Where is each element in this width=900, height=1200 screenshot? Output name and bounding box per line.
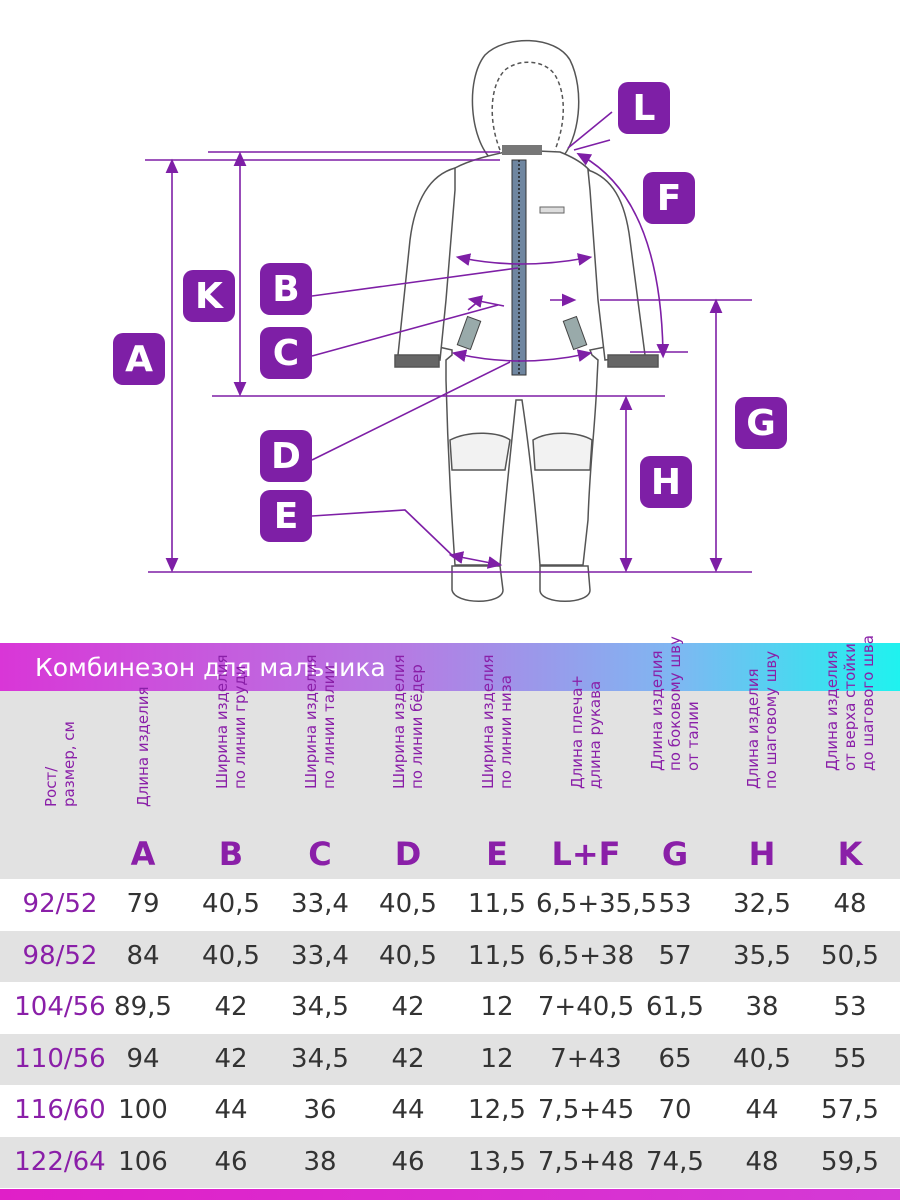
value-cell: 57,5 [821,1095,879,1125]
value-cell: 74,5 [646,1146,704,1177]
table-title: Комбинезон для мальчика [35,653,386,682]
measure-label-c: C [260,327,312,379]
value-cell: 79 [126,889,160,919]
header-cell [457,654,537,879]
header-label: Длина изделия по боковому шву от талии [648,636,702,771]
value-cell: 70 [658,1095,692,1125]
size-cell: 116/60 [14,1095,106,1125]
value-cell: 6,5+35,5 [536,889,658,919]
measure-label-e: E [260,490,312,542]
value-cell: 55 [833,1043,867,1074]
table-row [0,1137,900,1189]
value-cell: 40,5 [379,940,437,971]
value-cell: 11,5 [468,889,526,919]
header-letter: G [661,835,689,873]
measure-label-a: A [113,333,165,385]
header-cell [635,636,715,879]
header-cell [186,654,276,879]
value-cell: 13,5 [468,1146,526,1177]
table-row [0,1034,900,1086]
value-cell: 34,5 [291,992,349,1022]
value-cell: 32,5 [733,889,791,919]
value-cell: 53 [833,992,867,1022]
header-letter: H [748,835,776,873]
table-row [0,982,900,1034]
value-cell: 33,4 [291,889,349,919]
value-cell: 84 [126,940,160,971]
table-row [0,931,900,983]
header-letter: B [218,835,244,873]
value-cell: 48 [833,889,867,919]
measure-label-h: H [640,456,692,508]
value-cell: 44 [391,1095,425,1125]
value-cell: 44 [214,1095,248,1125]
value-cell: 46 [214,1146,248,1177]
value-cell: 35,5 [733,940,791,971]
value-cell: 59,5 [821,1146,879,1177]
measure-label-g: G [735,397,787,449]
header-letter: E [486,835,508,873]
size-cell: 122/64 [14,1146,106,1177]
header-label: Длина изделия по шаговому шву [744,650,780,789]
value-cell: 6,5+38 [537,940,635,971]
value-cell: 46 [391,1146,425,1177]
value-cell: 11,5 [468,940,526,971]
value-cell: 33,4 [291,940,349,971]
header-label: Ширина изделия по линии низа [479,654,515,789]
header-cell [536,674,636,879]
measure-label-d: D [260,430,312,482]
value-cell: 7+40,5 [537,992,635,1022]
value-cell: 12 [480,992,514,1022]
value-cell: 42 [214,1043,248,1074]
value-cell: 106 [118,1146,168,1177]
header-label: Длина плеча+ длина рукава [568,674,604,789]
value-cell: 7,5+45 [537,1095,635,1125]
value-cell: 42 [391,1043,425,1074]
header-label: Длина изделия от верха стойки до шагового шва [823,635,877,771]
measure-label-k: K [183,270,235,322]
header-cell [10,691,110,879]
header-label: Рост/ размер, см [42,721,78,807]
value-cell: 40,5 [202,889,260,919]
table-row [0,879,900,931]
value-cell: 50,5 [821,940,879,971]
size-cell: 104/56 [14,992,106,1022]
value-cell: 7,5+48 [537,1146,635,1177]
header-letter: C [308,835,332,873]
value-cell: 42 [391,992,425,1022]
header-label: Длина изделия [134,686,152,807]
size-cell: 110/56 [14,1043,106,1074]
header-cell [805,635,895,879]
measure-label-f: F [643,172,695,224]
value-cell: 89,5 [114,992,172,1022]
header-label: Ширина изделия по линии груди [213,654,249,789]
header-cell [717,650,807,879]
header-cell [275,654,365,879]
header-cell [103,686,183,879]
bottom-accent-bar [0,1189,900,1200]
value-cell: 40,5 [202,940,260,971]
value-cell: 12,5 [468,1095,526,1125]
value-cell: 40,5 [379,889,437,919]
value-cell: 40,5 [733,1043,791,1074]
value-cell: 38 [303,1146,337,1177]
value-cell: 65 [658,1043,692,1074]
value-cell: 12 [480,1043,514,1074]
table-body [0,879,900,1188]
measure-label-l: L [618,82,670,134]
value-cell: 61,5 [646,992,704,1022]
value-cell: 48 [745,1146,779,1177]
header-label: Ширина изделия по линии бёдер [390,654,426,789]
table-row [0,1085,900,1137]
value-cell: 42 [214,992,248,1022]
measure-label-b: B [260,263,312,315]
value-cell: 36 [303,1095,337,1125]
value-cell: 7+43 [550,1043,622,1074]
value-cell: 44 [745,1095,779,1125]
header-letter: L+F [551,835,621,873]
header-cell [363,654,453,879]
header-label: Ширина изделия по линии талии [302,654,338,789]
header-letter: A [130,835,156,873]
header-letter: K [837,835,863,873]
size-cell: 92/52 [22,889,98,919]
size-cell: 98/52 [22,940,98,971]
value-cell: 53 [658,889,692,919]
value-cell: 38 [745,992,779,1022]
value-cell: 94 [126,1043,160,1074]
value-cell: 57 [658,940,692,971]
value-cell: 100 [118,1095,168,1125]
header-letter: D [394,835,422,873]
value-cell: 34,5 [291,1043,349,1074]
